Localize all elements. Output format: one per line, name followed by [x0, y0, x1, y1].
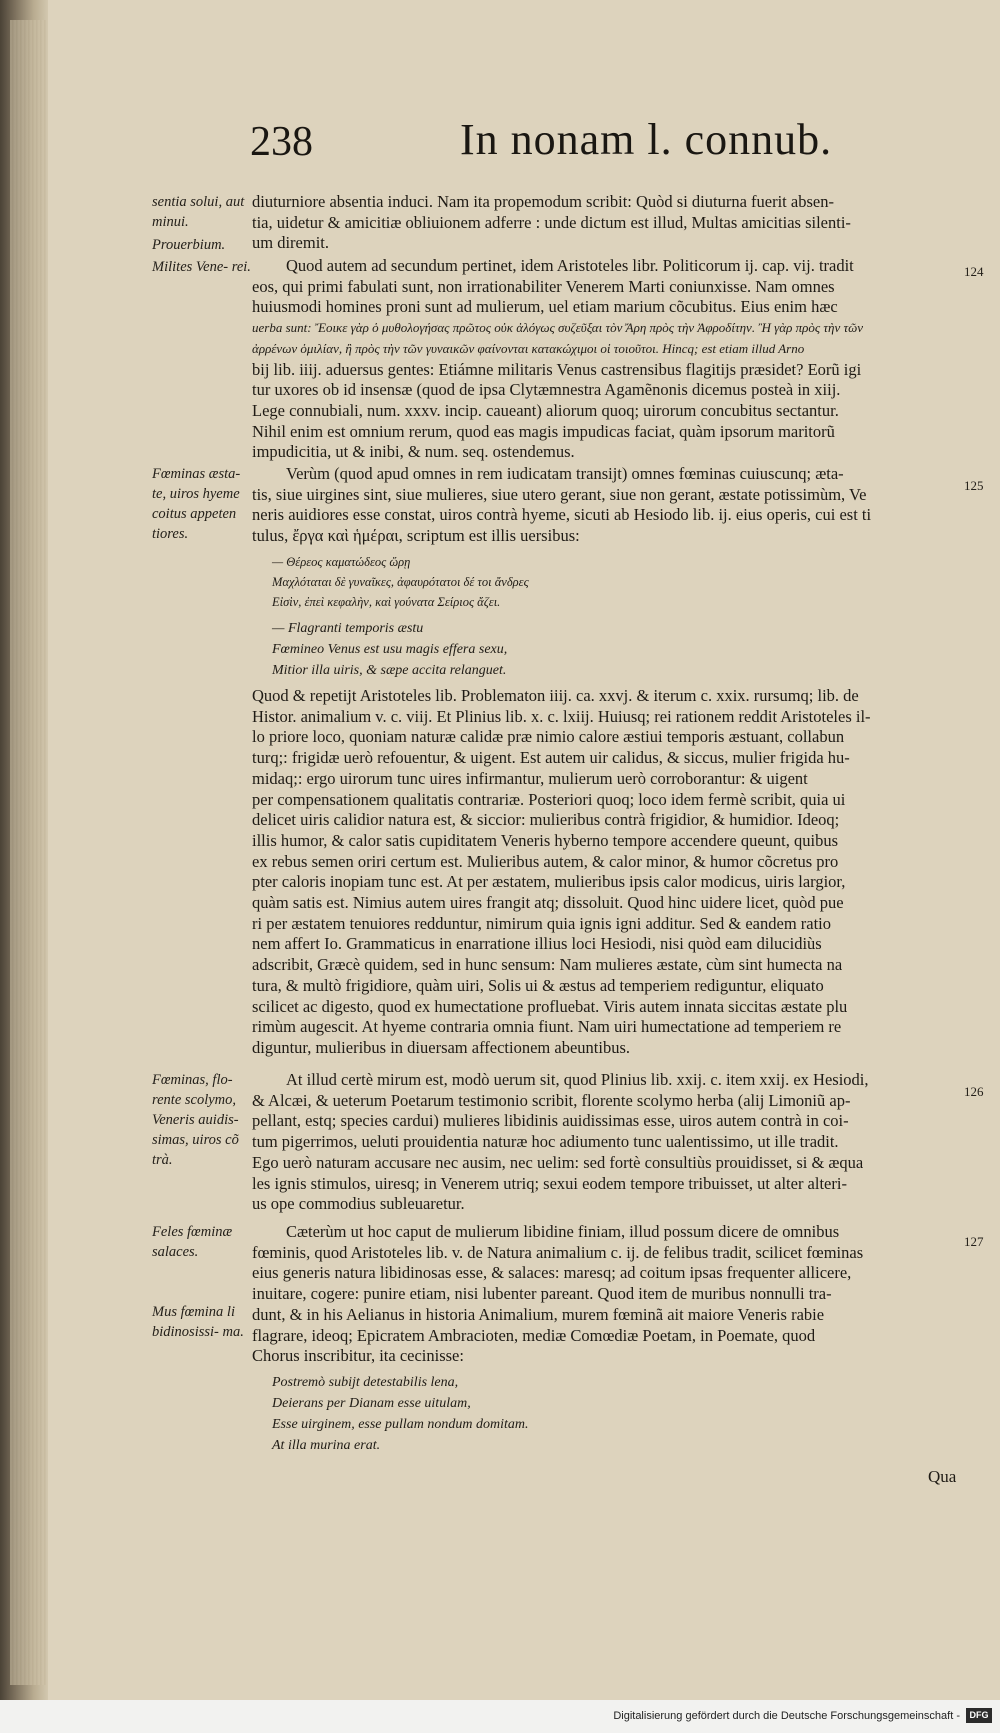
text-line: eos, qui primi fabulati sunt, non irrationabiliter Venerem Marti coniunxisse. Nam omnes [252, 276, 835, 296]
text-line: At illud certè mirum est, modò uerum sit, quod Plinius lib. xxij. c. item xxij. ex Hesiodi, [286, 1070, 869, 1089]
verse-line: Deierans per Dianam esse uitulam, [272, 1396, 471, 1411]
text-line: Cæterùm ut hoc caput de mulierum libidine finiam, illud possum dicere de omnibus [286, 1222, 840, 1241]
margin-note: sentia solui, aut minui. [152, 194, 245, 230]
text-line: Lege connubiali, num. xxxv. incip. caueant) aliorum quoq; uirorum concubitus sectantur. [252, 400, 839, 420]
text-line: tis, siue uirgines sint, siue mulieres, siue utero gerant, siue non gerant, æstate potissimùm, Ve [252, 484, 867, 504]
latin-verse [272, 618, 912, 681]
text-line: Ego uerò naturam accusare nec ausim, nec uelim: sed fortè consultiùs prouidisset, si & æqua [252, 1152, 864, 1172]
text-block [252, 686, 962, 1059]
text-line: adscribit, Græcè quidem, sed in hunc sensum: Nam mulieres æstate, cùm sint humecta na [252, 955, 843, 975]
text-line: pter caloris inopiam tunc est. At per æstatem, mulieribus ipsis calor modicus, uiris largior, [252, 872, 846, 892]
margin-note: Milites Vene- rei. [152, 259, 251, 275]
text-line: ri per æstatem tenuiores redduntur, nimirum quia ignis igni additur. Sed & eandem ratio [252, 913, 832, 933]
text-line: diguntur, mulieribus in diuersam affectionem abeuntibus. [252, 1037, 630, 1057]
text-block [252, 1070, 962, 1215]
text-line: rimùm augescit. At hyeme contraria omnia fiunt. Nam uiri humectatione ad temperiem re [252, 1017, 842, 1037]
text-line: um diremit. [252, 233, 329, 253]
verse-line: Fœmineo Venus est usu magis effera sexu, [272, 642, 508, 657]
verse-line: Esse uirginem, esse pullam nondum domitam. [272, 1417, 529, 1432]
section-number: 127 [964, 1234, 984, 1249]
final-verse [272, 1372, 912, 1456]
text-line: Quod & repetijt Aristoteles lib. Problematon iiij. ca. xxvj. & iterum c. xxix. rursumq; lib. de [252, 686, 859, 705]
text-line: diuturniore absentia induci. Nam ita propemodum scribit: Quòd si diuturna fuerit absen- [252, 192, 834, 211]
footer [0, 1700, 1000, 1733]
dfg-logo-icon: DFG [966, 1708, 992, 1723]
running-head: In nonam l. connub. [460, 115, 833, 164]
text-line: ex rebus semen oriri certum est. Mulieribus autem, & calor minor, & humor cõcretus pro [252, 851, 839, 871]
text-line: Histor. animalium v. c. viij. Et Plinius lib. x. c. lxiij. Huiusq; rei rationem reddit Aristoteles il- [252, 706, 871, 726]
text-line: Verùm (quod apud omnes in rem iudicatam transijt) omnes fœminas cuiuscunq; æta- [286, 464, 844, 483]
text-block [252, 464, 962, 547]
text-line: huiusmodi homines proni sunt ad mulierum, uel etiam marium cõcubitus. Eius enim hæc [252, 297, 838, 317]
verse-line: At illa murina erat. [272, 1438, 381, 1453]
text-line: lo priore loco, quoniam naturæ calidæ præ nimio calore æstiui temporis æstuant, collabun [252, 727, 845, 747]
section-number: 126 [964, 1084, 984, 1099]
section-number: 125 [964, 478, 984, 493]
text-line: pellant, estq; species cardui) mulieres libidinis auidissimas esse, uiros autem contrà in coi- [252, 1111, 849, 1131]
text-line: inuitare, cogere: punire etiam, nisi lubenter pareant. Quod item de muribus nonnulli tra- [252, 1284, 832, 1304]
text-line: Nihil enim est omnium rerum, quod eas magis impudicas faciat, quàm ipsorum maritorũ [252, 421, 835, 441]
text-line: eius generis natura libidinosas esse, & salaces: maresq; ad coitum ipsas frequenter allicere, [252, 1263, 852, 1283]
text-line: us ope commodius subleuaretur. [252, 1194, 465, 1214]
page-edges [10, 20, 46, 1685]
text-line: flagrare, ideoq; Epicratem Ambracioten, mediæ Comœdiæ Poetam, in Poemate, quod [252, 1325, 816, 1345]
text-line: tum pigerrimos, ueluti prouidentia naturæ hoc adiumento tunc ualentissimo, ut ille tradit. [252, 1132, 839, 1152]
text-line: delicet uiris calidior natura est, & siccior: mulieribus contrà frigidior, & humidior. Ideoq; [252, 810, 840, 830]
margin-note: Fœminas æsta- te, uiros hyeme coitus appeten tiores. [152, 466, 241, 542]
margin-note: Fœminas, flo- rente scolymo, Veneris auidis- simas, uiros cõ trà. [152, 1072, 239, 1168]
text-line: fœminis, quod Aristoteles lib. v. de Natura animalium c. ij. de felibus tradit, scilicet fœminas [252, 1242, 864, 1262]
text-line: quàm satis est. Nimius autem uires frangit atq; dissoluit. Quod hinc uidere licet, quòd pue [252, 893, 844, 913]
text-line: bij lib. iiij. aduersus gentes: Etiámne militaris Venus castrensibus flagitijs præsidet? Eorũ igi [252, 359, 862, 379]
text-line: Quod autem ad secundum pertinet, idem Aristoteles libr. Politicorum ij. cap. vij. tradit [286, 256, 854, 275]
greek-text-line: uerba sunt: Ἔοικε γὰρ ὁ μυθολογήσας πρῶτος οὐκ ἀλόγως συζεῦξαι τὸν Ἄρη πρὸς τὴν Ἀφροδίτην. Ἢ γὰρ πρὸς τὴν τῶν [252, 320, 864, 336]
text-line: neris auidiores esse constat, uiros contrà hyeme, sicuti ab Hesiodo lib. ij. eius operis, cui est ti [252, 505, 872, 525]
text-line: tur uxores ob id insensæ (quod de ipsa Clytæmnestra Agamẽnonis dicemus posteà in xiij. [252, 380, 841, 400]
text-block [252, 256, 962, 463]
catchword: Qua [928, 1467, 957, 1486]
text-line: illis humor, & calor satis cupiditatem Veneris hyberno tempore accendere queunt, quibus [252, 830, 838, 850]
verse-line: Εἰσὶν, ἐπεὶ κεφαλὴν, καὶ γούνατα Σείριος ἄζει. [272, 595, 501, 609]
page-number: 238 [250, 119, 313, 165]
section-number: 124 [964, 264, 984, 279]
footer-credit: Digitalisierung gefördert durch die Deutsche Forschungsgemeinschaft - [613, 1710, 960, 1722]
text-line: scilicet ac digesto, quod ex humectatione profluebat. Viris autem innata siccitas æstate plu [252, 996, 848, 1016]
text-line: Chorus inscribitur, ita cecinisse: [252, 1346, 464, 1366]
text-line: tia, uidetur & amicitiæ obliuionem adferre : unde dictum est illud, Multas amicitias silenti- [252, 212, 851, 232]
text-line: turq;: frigidæ uerò refouentur, & uigent. Est autem uir calidus, & siccus, mulier frigida hu- [252, 748, 850, 768]
verse-line: Μαχλόταται δὲ γυναῖκες, ἀφαυρότατοι δέ τοι ἄνδρες [272, 575, 529, 589]
verse-line: Mitior illa uiris, & sæpe accita relanguet. [272, 663, 507, 678]
margin-note: Prouerbium. [152, 237, 226, 253]
text-block [252, 192, 962, 254]
text-line: & Alcæi, & ueterum Poetarum testimonio scribit, florente scolymo herba (alij Limoniũ ap- [252, 1090, 851, 1110]
text-line: les ignis stimulos, uiresq; in Venerem utriq; sexui eodem tempore tribuisset, ut alter alteri- [252, 1173, 847, 1193]
text-line: dunt, & in his Aelianus in historia Animalium, murem fœminã ait maiore Veneris rabie [252, 1304, 825, 1324]
page-header [250, 115, 970, 178]
greek-text-line: ἀρρένων ὁμιλίαν, ἢ πρὸς τὴν τῶν γυναικῶν φαίνονται κατακώχιμοι οἱ τοιοῦτοι. Hincq; est etiam illud Arno [252, 340, 805, 356]
verse-line: — Θέρεος καματώδεος ὥρῃ [272, 555, 411, 569]
text-line: nem affert Io. Grammaticus in enarratione illius loci Hesiodi, nisi quòd eam dilucidiùs [252, 934, 822, 954]
text-line: per compensationem qualitatis contrariæ. Posteriori quoq; loco idem fermè scribit, quia ui [252, 789, 846, 809]
text-line: tulus, ἔργα καὶ ἡμέραι, scriptum est illis uersibus: [252, 526, 580, 546]
greek-verse [272, 552, 912, 612]
text-line: tura, & multò frigidiore, quàm uiri, Solis ui & æstus ad temperiem rediguntur, eliquato [252, 975, 824, 995]
text-block [252, 1222, 962, 1367]
verse-line: — Flagranti temporis æstu [272, 621, 424, 636]
text-line: impudicitia, ut & inibi, & num. seq. ostendemus. [252, 442, 575, 462]
verse-line: Postremò subijt detestabilis lena, [272, 1375, 459, 1390]
margin-note: Mus fœmina li bidinosissi- ma. [152, 1304, 244, 1340]
text-line: midaq;: ergo uirorum tunc uires infirmantur, mulierum uerò corroborantur: & uigent [252, 768, 808, 788]
margin-note: Feles fœminæ salaces. [152, 1224, 233, 1260]
